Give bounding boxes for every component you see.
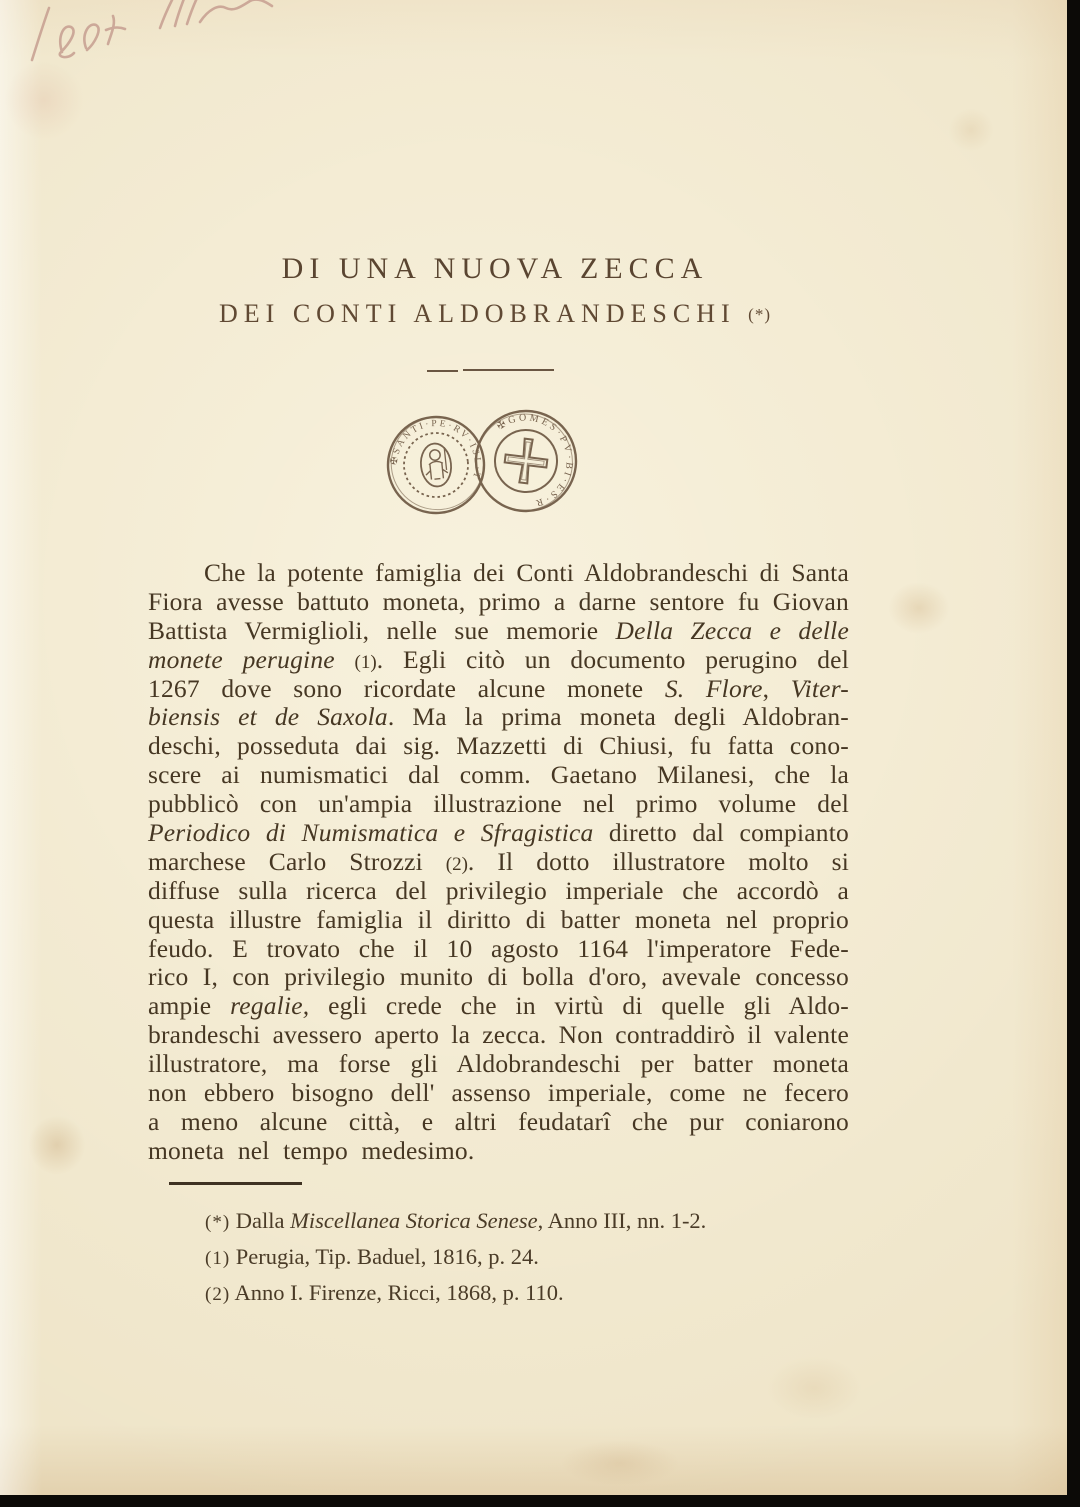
footnote-separator-rule <box>169 1182 302 1185</box>
text-segment: , <box>762 673 791 703</box>
footnote-marker: (1) <box>205 1248 231 1269</box>
article-title-block <box>0 252 990 329</box>
italic-text: monete perugine <box>148 644 355 674</box>
text-segment: feudo. E trovato che il 10 agosto 1164 l'imperatore Fede- <box>148 933 849 963</box>
text-segment: diffuse sulla ricerca del privilegio imperiale che accordò a <box>148 875 849 905</box>
text-line <box>148 1108 849 1137</box>
text-line <box>148 1050 849 1079</box>
italic-text: Della Zecca e delle <box>615 615 849 645</box>
text-line <box>148 1021 849 1050</box>
text-segment: marchese Carlo Strozzi <box>148 846 446 876</box>
coin-illustrations <box>383 401 598 525</box>
text-segment: pubblicò con un'ampia illustrazione nel primo volume del <box>148 789 849 819</box>
italic-text: Viter- <box>790 673 849 703</box>
text-segment: ampie <box>148 991 231 1021</box>
italic-text: Miscellanea Storica Senese <box>290 1208 538 1233</box>
text-line <box>148 675 849 704</box>
text-line <box>148 819 849 848</box>
text-segment: Battista Vermiglioli, nelle sue memorie <box>148 615 616 645</box>
text-segment: questa illustre famiglia il diritto di batter moneta nel proprio <box>148 904 849 934</box>
footnotes-block <box>150 1204 850 1312</box>
article-title-line2 <box>0 299 990 329</box>
text-segment: diretto dal compianto <box>593 818 849 848</box>
text-line <box>148 877 849 906</box>
handwritten-annotation <box>10 0 310 74</box>
text-segment: . Egli citò un documento perugino del <box>376 644 849 674</box>
text-line <box>148 1137 849 1166</box>
body-paragraph <box>148 559 849 1166</box>
title-divider-rule <box>427 369 554 372</box>
text-segment: deschi, posseduta dai sig. Mazzetti di Chiusi, fu fatta cono- <box>148 731 849 761</box>
text-line <box>148 992 849 1021</box>
svg-text:✠GOMES·PV·BI·ES·R: ✠GOMES·PV·BI·ES·R <box>495 412 575 509</box>
text-segment: illustratore, ma forse gli Aldobrandeschi per batter moneta <box>148 1049 849 1079</box>
svg-text:✠SANTI·PE·RV·ISL·T: ✠SANTI·PE·RV·ISL·T <box>389 418 483 482</box>
text-line <box>148 732 849 761</box>
text-line <box>148 790 849 819</box>
text-segment: moneta nel tempo medesimo. <box>148 1135 475 1165</box>
text-segment: 1267 dove sono ricordate alcune monete <box>148 673 665 703</box>
text-segment: , Anno III, nn. 1-2. <box>537 1208 707 1233</box>
text-line <box>148 1079 849 1108</box>
text-line <box>148 963 849 992</box>
text-line <box>148 646 849 675</box>
text-line <box>148 588 849 617</box>
text-segment: Fiora avesse battuto moneta, primo a darne sentore fu Giovan <box>148 586 849 616</box>
text-segment: Anno I. Firenze, Ricci, 1868, p. 110. <box>230 1280 564 1305</box>
text-segment: . Ma la prima moneta degli Aldobran- <box>387 702 849 732</box>
text-line <box>148 906 849 935</box>
text-segment: a meno alcune città, e altri feudatarî che pur coniarono <box>148 1106 849 1136</box>
title-footnote-reference: (*) <box>748 305 771 324</box>
footnote-line <box>150 1276 850 1312</box>
footnote-marker: (*) <box>205 1212 231 1233</box>
text-line <box>148 848 849 877</box>
text-segment: Dalla <box>230 1208 291 1233</box>
article-title-line2-text: DEI CONTI ALDOBRANDESCHI <box>219 299 736 328</box>
footnote-line <box>150 1240 850 1276</box>
italic-text: S. Flore <box>664 673 763 703</box>
stain <box>28 1115 86 1175</box>
stain <box>766 1356 862 1420</box>
italic-text: biensis et de Saxola <box>148 702 388 732</box>
text-line <box>148 761 849 790</box>
text-segment: . Il dotto illustratore molto si <box>467 846 850 876</box>
footnote-marker: (2) <box>205 1284 231 1305</box>
text-segment: egli crede che in virtù di quelle gli Aldo- <box>309 991 849 1021</box>
coin-reverse-cross-pattee <box>470 405 581 516</box>
text-segment: rico I, con privilegio munito di bolla d'oro, avevale concesso <box>148 962 849 992</box>
stain <box>560 1440 680 1486</box>
text-line <box>148 703 849 732</box>
coin-obverse-saint-figure <box>383 412 489 518</box>
italic-text: regalie, <box>230 991 310 1021</box>
article-title-line1: DI UNA NUOVA ZECCA <box>281 252 709 285</box>
text-line <box>148 935 849 964</box>
text-segment: Perugia, Tip. Baduel, 1816, p. 24. <box>230 1244 539 1269</box>
footnote-reference-mark: (1) <box>354 651 377 673</box>
text-segment: scere ai numismatici dal comm. Gaetano Milanesi, che la <box>148 760 849 790</box>
footnote-reference-mark: (2) <box>445 853 468 875</box>
italic-text: Periodico di Numismatica e Sfragistica <box>148 818 594 848</box>
text-line <box>148 617 849 646</box>
text-segment: Che la potente famiglia dei Conti Aldobrandeschi di Santa <box>204 558 849 587</box>
footnote-line <box>150 1204 850 1240</box>
text-segment: brandeschi avessero aperto la zecca. Non contraddirò il valente <box>148 1020 849 1050</box>
text-line <box>148 559 849 588</box>
stain <box>948 108 994 152</box>
text-segment: non ebbero bisogno dell' assenso imperiale, come ne fecero <box>148 1078 849 1108</box>
stain <box>888 582 950 634</box>
